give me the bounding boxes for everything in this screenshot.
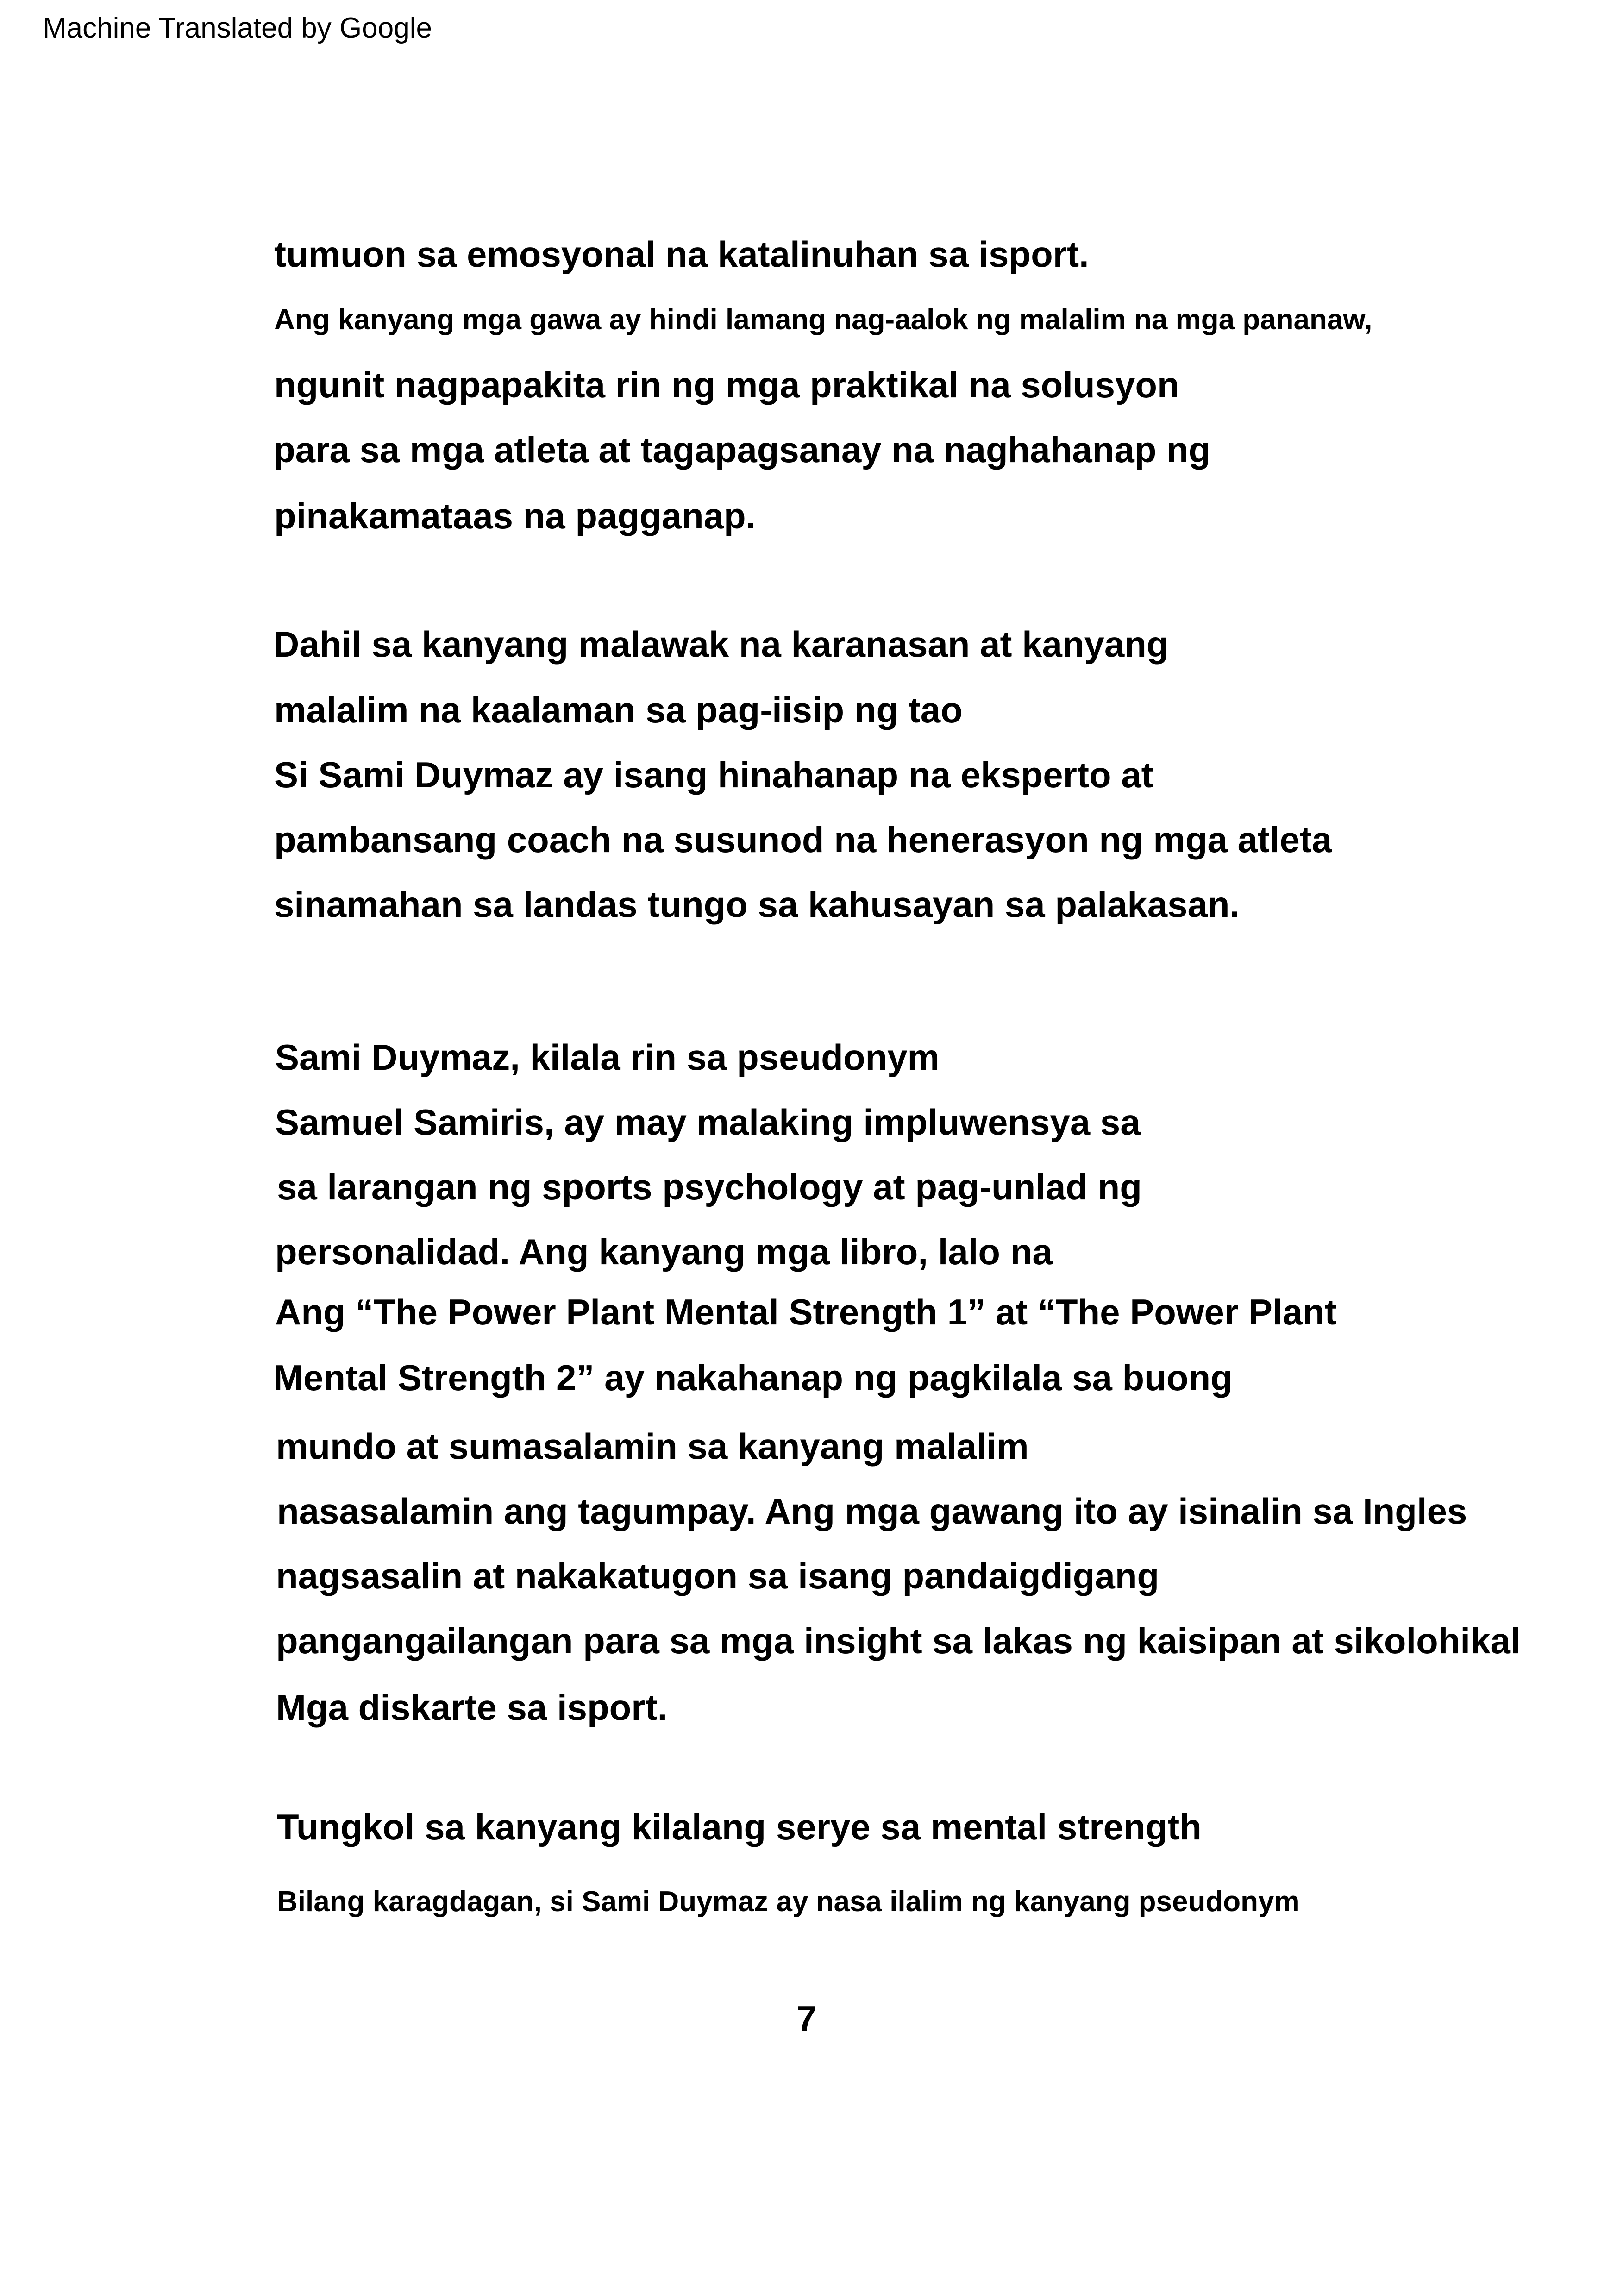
- text-line: pangangailangan para sa mga insight sa lakas ng kaisipan at sikolohikal: [276, 1620, 1521, 1661]
- text-line: Ang “The Power Plant Mental Strength 1” at “The Power Plant: [275, 1292, 1337, 1332]
- text-line: Dahil sa kanyang malawak na karanasan at kanyang: [273, 624, 1169, 665]
- text-line: para sa mga atleta at tagapagsanay na naghahanap ng: [273, 429, 1211, 470]
- text-line: sinamahan sa landas tungo sa kahusayan sa palakasan.: [274, 884, 1240, 925]
- machine-translation-banner: Machine Translated by Google: [43, 12, 432, 44]
- text-line: ngunit nagpapakita rin ng mga praktikal na solusyon: [274, 364, 1179, 405]
- text-line: Sami Duymaz, kilala rin sa pseudonym: [275, 1037, 940, 1078]
- text-line: Ang kanyang mga gawa ay hindi lamang nag-aalok ng malalim na mga pananaw,: [274, 304, 1373, 336]
- text-line: Bilang karagdagan, si Sami Duymaz ay nasa ilalim ng kanyang pseudonym: [277, 1886, 1300, 1918]
- text-line: pinakamataas na pagganap.: [274, 496, 756, 536]
- text-line: malalim na kaalaman sa pag-iisip ng tao: [274, 690, 963, 730]
- page-number: 7: [796, 1998, 817, 2039]
- text-line: Tungkol sa kanyang kilalang serye sa mental strength: [277, 1807, 1202, 1847]
- text-line: Mga diskarte sa isport.: [276, 1687, 668, 1728]
- text-line: pambansang coach na susunod na henerasyon ng mga atleta: [274, 819, 1332, 860]
- text-line: sa larangan ng sports psychology at pag-unlad ng: [277, 1167, 1142, 1207]
- text-line: nasasalamin ang tagumpay. Ang mga gawang ito ay isinalin sa Ingles: [277, 1491, 1467, 1531]
- text-line: Samuel Samiris, ay may malaking impluwensya sa: [275, 1102, 1141, 1142]
- text-line: mundo at sumasalamin sa kanyang malalim: [276, 1426, 1029, 1467]
- text-line: tumuon sa emosyonal na katalinuhan sa isport.: [274, 234, 1089, 275]
- text-line: Si Sami Duymaz ay isang hinahanap na eksperto at: [274, 754, 1153, 795]
- text-line: nagsasalin at nakakatugon sa isang pandaigdigang: [276, 1556, 1159, 1596]
- text-line: Mental Strength 2” ay nakahanap ng pagkilala sa buong: [273, 1357, 1233, 1398]
- text-line: personalidad. Ang kanyang mga libro, lalo na: [275, 1231, 1053, 1272]
